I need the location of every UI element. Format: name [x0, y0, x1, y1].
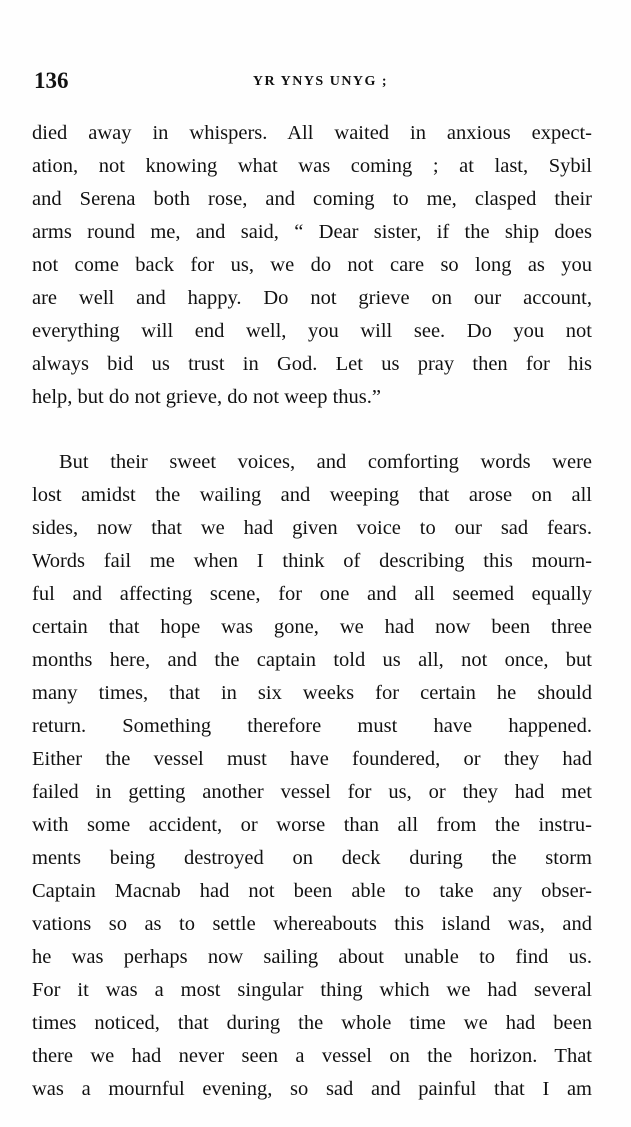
text-line: months here, and the captain told us all, not once, but	[32, 649, 592, 671]
running-title: YR YNYS UNYG ;	[252, 74, 389, 89]
text-line: certain that hope was gone, we had now been three	[32, 616, 592, 638]
text-line: For it was a most singular thing which we had several	[32, 979, 592, 1001]
text-line: ful and affecting scene, for one and all seemed equally	[32, 583, 592, 605]
text-line: everything will end well, you will see. Do you not	[32, 320, 592, 342]
text-line: died away in whispers. All waited in anxious expect-	[32, 122, 592, 144]
text-line: sides, now that we had given voice to our sad fears.	[32, 517, 592, 539]
text-line: are well and happy. Do not grieve on our account,	[32, 287, 592, 309]
text-line: But their sweet voices, and comforting words were	[59, 451, 592, 473]
page-number: 136	[34, 68, 69, 93]
text-line: there we had never seen a vessel on the horizon. That	[32, 1045, 592, 1067]
text-line: was a mournful evening, so sad and painful that I am	[32, 1078, 592, 1100]
text-line: failed in getting another vessel for us, or they had met	[32, 781, 592, 803]
text-line: he was perhaps now sailing about unable to find us.	[32, 946, 592, 968]
text-line: ation, not knowing what was coming ; at last, Sybil	[32, 155, 592, 177]
text-line: ments being destroyed on deck during the storm	[32, 847, 592, 869]
text-line: help, but do not grieve, do not weep thus.”	[32, 386, 382, 408]
text-line: return. Something therefore must have happened.	[32, 715, 592, 737]
text-line: Either the vessel must have foundered, or they had	[32, 748, 592, 770]
text-line: with some accident, or worse than all from the instru-	[32, 814, 592, 836]
text-line: lost amidst the wailing and weeping that arose on all	[32, 484, 592, 506]
text-line: Captain Macnab had not been able to take any obser-	[32, 880, 592, 902]
text-line: Words fail me when I think of describing this mourn-	[32, 550, 592, 572]
text-line: always bid us trust in God. Let us pray then for his	[32, 353, 592, 375]
text-line: vations so as to settle whereabouts this island was, and	[32, 913, 592, 935]
text-line: and Serena both rose, and coming to me, clasped their	[32, 188, 592, 210]
text-line: many times, that in six weeks for certain he should	[32, 682, 592, 704]
text-line: not come back for us, we do not care so long as you	[32, 254, 592, 276]
text-line: arms round me, and said, “ Dear sister, if the ship does	[32, 221, 592, 243]
text-line: times noticed, that during the whole time we had been	[32, 1012, 592, 1034]
